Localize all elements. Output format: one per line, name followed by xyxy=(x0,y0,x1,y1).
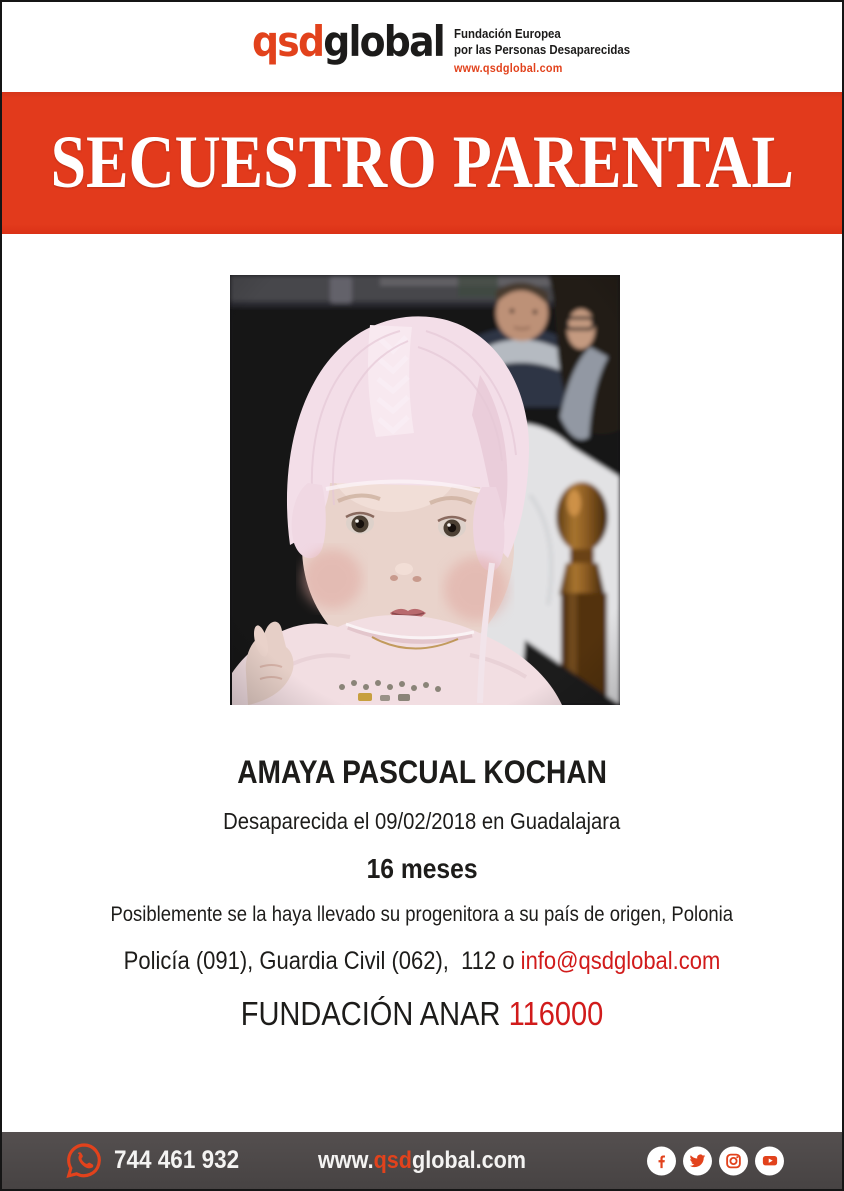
tagline-line2: por las Personas Desaparecidas xyxy=(454,41,631,57)
footer-website-url: www.qsdglobal.com xyxy=(317,1146,527,1174)
logo-qsd: qsd xyxy=(252,17,324,66)
contact-line xyxy=(2,947,842,976)
disappearance-info: Desaparecida el 09/02/2018 en Guadalajara xyxy=(223,808,621,834)
twitter-icon xyxy=(683,1146,712,1175)
anar-line xyxy=(2,995,842,1033)
child-name: AMAYA PASCUAL KOCHAN xyxy=(237,754,607,790)
header-website-url: www.qsdglobal.com xyxy=(454,61,563,75)
footer-bar xyxy=(2,1132,842,1189)
child-photo-illustration xyxy=(230,275,620,705)
anar-label: FUNDACIÓN ANAR xyxy=(240,995,509,1032)
alert-title: SECUESTRO PARENTAL xyxy=(50,121,794,204)
contact-email: info@qsdglobal.com xyxy=(520,947,721,975)
anar-number: 116000 xyxy=(508,995,604,1032)
case-note: Posiblemente se la haya llevado su progenitora a su país de origen, Polonia xyxy=(110,903,734,926)
contact-numbers: Policía (091), Guardia Civil (062), 112 o xyxy=(123,947,521,975)
child-age: 16 meses xyxy=(366,853,478,884)
tagline-line1: Fundación Europea xyxy=(454,26,561,41)
facebook-icon xyxy=(647,1146,676,1175)
social-icons xyxy=(647,1146,784,1175)
instagram-icon xyxy=(719,1146,748,1175)
whatsapp-contact xyxy=(64,1141,253,1181)
logo-global: global xyxy=(323,17,444,66)
header xyxy=(2,2,842,92)
phone-number: 744 461 932 xyxy=(114,1146,240,1174)
qsdglobal-logo xyxy=(252,12,444,72)
alert-banner xyxy=(2,92,842,234)
whatsapp-icon xyxy=(64,1141,104,1181)
child-photo xyxy=(230,275,620,705)
youtube-icon xyxy=(755,1146,784,1175)
logo-tagline xyxy=(454,26,654,75)
